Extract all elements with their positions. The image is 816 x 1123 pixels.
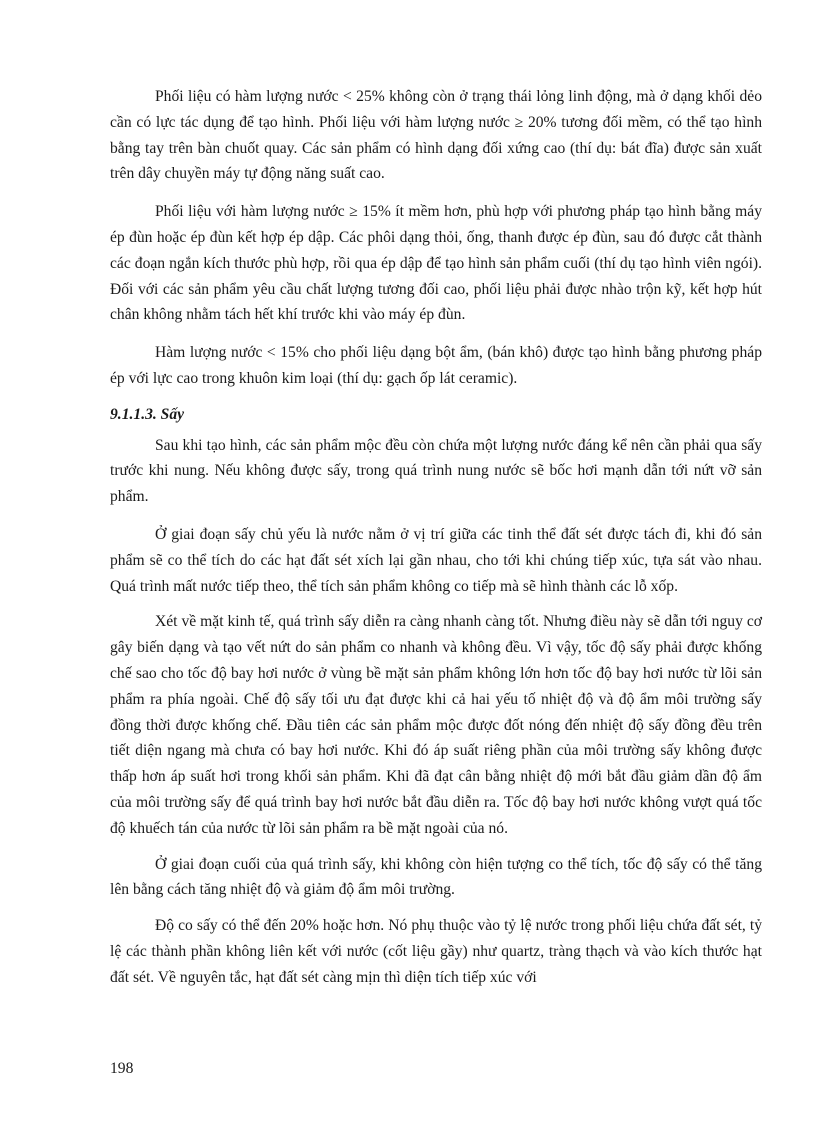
paragraph: Phối liệu với hàm lượng nước ≥ 15% ít mềm hơn, phù hợp với phương pháp tạo hình bằng máy ép đùn hoặc ép đùn kết hợp ép dập. Các phôi dạng thỏi, ống, thanh được ép đùn, sau đó được cắt thành các đoạn ngắn kích thước phù hợp, rồi qua ép dập để tạo hình sản phẩm cuối (thí dụ tạo hình viên ngói). Đối với các sản phẩm yêu cầu chất lượng tương đối cao, phối liệu phải được nhào trộn kỹ, kết hợp hút chân không nhằm tách hết khí trước khi vào máy ép đùn. [110, 203, 762, 324]
section-heading: 9.1.1.3. Sấy [110, 405, 185, 423]
paragraph: Hàm lượng nước < 15% cho phối liệu dạng bột ẩm, (bán khô) được tạo hình bằng phương pháp ép với lực cao trong khuôn kim loại (thí dụ: gạch ốp lát ceramic). [110, 344, 762, 387]
paragraph: Ở giai đoạn cuối của quá trình sấy, khi không còn hiện tượng co thể tích, tốc độ sấy có thể tăng lên bằng cách tăng nhiệt độ và giảm độ ẩm môi trường. [110, 855, 762, 899]
paragraph: Phối liệu có hàm lượng nước < 25% không còn ở trạng thái lỏng linh động, mà ở dạng khối dẻo cần có lực tác dụng để tạo hình. Phối liệu với hàm lượng nước ≥ 20% tương đối mềm, có thể tạo hình bằng tay trên bàn chuốt quay. Các sản phẩm có hình dạng đối xứng cao (thí dụ: bát đĩa) được sản xuất trên dây chuyền máy tự động năng suất cao. [110, 88, 762, 183]
paragraph: Sau khi tạo hình, các sản phẩm mộc đều còn chứa một lượng nước đáng kể nên cần phải qua sấy trước khi nung. Nếu không được sấy, trong quá trình nung nước sẽ bốc hơi mạnh dẫn tới nứt vỡ sản phẩm. [110, 436, 762, 506]
paragraph: Xét về mặt kinh tế, quá trình sấy diễn ra càng nhanh càng tốt. Nhưng điều này sẽ dẫn tới nguy cơ gây biến dạng và tạo vết nứt do sản phẩm co nhanh và không đều. Vì vậy, tốc độ sấy phải được khống chế sao cho tốc độ bay hơi nước ở vùng bề mặt sản phẩm không lớn hơn tốc độ bay hơi nước từ lõi sản phẩm ra phía ngoài. Chế độ sấy tối ưu đạt được khi cả hai yếu tố nhiệt độ và độ ẩm môi trường sấy đồng thời được khống chế. Đầu tiên các sản phẩm mộc được đốt nóng đến nhiệt độ sấy đồng đều trên tiết diện ngang mà chưa có bay hơi nước. Khi đó áp suất riêng phần của môi trường sấy không được thấp hơn áp suất hơi trong khối sản phẩm. Khi đã đạt cân bằng nhiệt độ mới bắt đầu giảm dần độ ẩm của môi trường sấy để quá trình bay hơi nước bắt đầu diễn ra. Tốc độ bay hơi nước không vượt quá tốc độ khuếch tán của nước từ lõi sản phẩm ra bề mặt ngoài của nó. [110, 613, 762, 837]
page-number: 198 [110, 1060, 134, 1077]
paragraph: Ở giai đoạn sấy chủ yếu là nước nằm ở vị trí giữa các tinh thể đất sét được tách đi, khi đó sản phẩm sẽ co thể tích do các hạt đất sét xích lại gần nhau, cho tới khi chúng tiếp xúc, tựa sát vào nhau. Quá trình mất nước tiếp theo, thể tích sản phẩm không co tiếp mà sẽ hình thành các lỗ xốp. [110, 525, 762, 595]
paragraph: Độ co sấy có thể đến 20% hoặc hơn. Nó phụ thuộc vào tỷ lệ nước trong phối liệu chứa đất sét, tỷ lệ các thành phần không liên kết với nước (cốt liệu gầy) như quartz, tràng thạch và vào kích thước hạt đất sét. Về nguyên tắc, hạt đất sét càng mịn thì diện tích tiếp xúc với [110, 917, 762, 986]
page-body [110, 84, 762, 999]
